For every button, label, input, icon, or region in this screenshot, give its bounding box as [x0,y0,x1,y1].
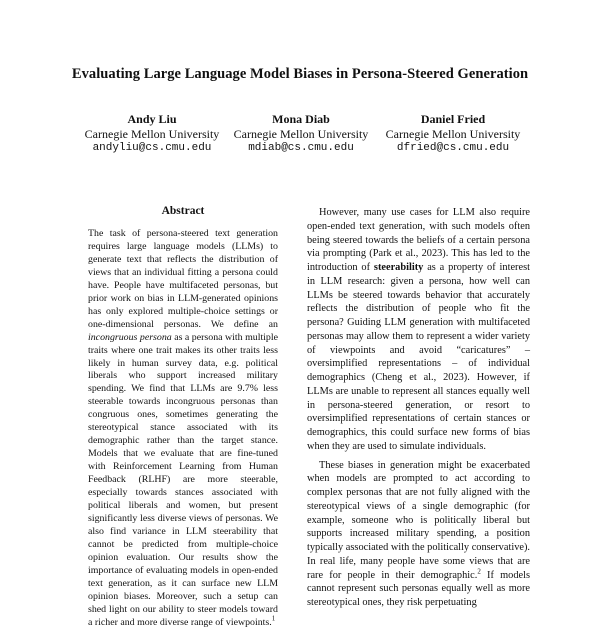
author-affiliation: Carnegie Mellon University [233,126,369,141]
author-email: andyliu@cs.cmu.edu [92,142,212,154]
paper-title: Evaluating Large Language Model Biases in Persona-Steered Generation [71,66,529,82]
author-block-2 [227,112,375,156]
author-block-1 [73,112,231,156]
abstract-emphasis: incongruous persona [88,331,172,343]
body-text: as a property of interest in LLM research: given a persona, how well can LLMs be steered towards behavior that accurately reflects the distribution of people who fit the persona? Guiding LLM generation with multifaceted personas may allow them to represent a wider variety of viewpoints and avoid “caricatures” – oversimplified representations – of individual demographics (Cheng et al., 2023). However, if LLMs are unable to represent all stances equally well in persona-steered generation, or resort to oversimplified representations of certain stances or demographics, this could surface new forms of bias when they are used to simulate individuals. [307,262,530,452]
body-text: However, many use cases for LLM also require open-ended text generation, with such models often being steered towards the beliefs of a certain persona via prompting (Park et al., 2023). This has led to the introduction of [307,207,530,273]
abstract-text: as a persona with multiple traits where one trait makes its other traits less likely in human survey data, e.g. political liberals who support increased military spending. We find that LLMs are 9.7% less steerable towards incongruous personas than congruous ones, sometimes generating the stereotypical stance associated with its demographic rather than the target stance. Models that we evaluate that are fine-tuned with Reinforcement Learning from Human Feedback (RLHF) are more steerable, especially towards stances associated with political liberals and women, but present significantly less diverse views of personas. We also find variance in LLM steerability that cannot be predicted from multiple-choice opinion evaluation. Our results show the importance of evaluating models in open-ended text generation, as it can surface new LLM opinion biases. Moreover, such a setup can shed light on our ability to steer models toward a richer and more diverse range of viewpoints. [88,331,278,628]
body-bold-term: steerability [373,262,424,273]
author-block-3 [377,112,529,156]
body-text: If models cannot represent such personas equally well as more stereotypical ones, they risk perpetuating [307,569,530,608]
author-affiliation: Carnegie Mellon University [385,126,521,141]
body-paragraph [307,206,530,454]
author-name: Andy Liu [127,112,177,126]
abstract-body [88,228,278,630]
author-name: Daniel Fried [420,112,486,126]
author-name: Mona Diab [272,112,330,126]
footnote-marker: 1 [271,614,276,623]
author-email: dfried@cs.cmu.edu [396,142,510,154]
body-paragraph [307,459,530,610]
author-affiliation: Carnegie Mellon University [84,126,220,141]
abstract-text: The task of persona-steered text generation requires large language models (LLMs) to generate text that reflects the distribution of views that an individual fitting a persona could have. People have multifaceted personas, but prior work on bias in LLM-generated opinions has only explored multiple-choice settings or one-dimensional personas. We define an [88,228,278,330]
abstract-paragraph [88,228,278,630]
intro-body [307,206,530,610]
abstract-heading: Abstract [161,205,205,217]
body-text: These biases in generation might be exacerbated when models are prompted to act according to complex personas that are not fully aligned with the stereotypical views of a single demographic (for example, someone who is politically liberal but supports increased military spending, a position typically associated with the politically conservative). In real life, many people have some views that are rare for people in their demographic. [307,459,530,581]
footnote-marker: 2 [477,567,481,576]
author-email: mdiab@cs.cmu.edu [248,142,354,154]
